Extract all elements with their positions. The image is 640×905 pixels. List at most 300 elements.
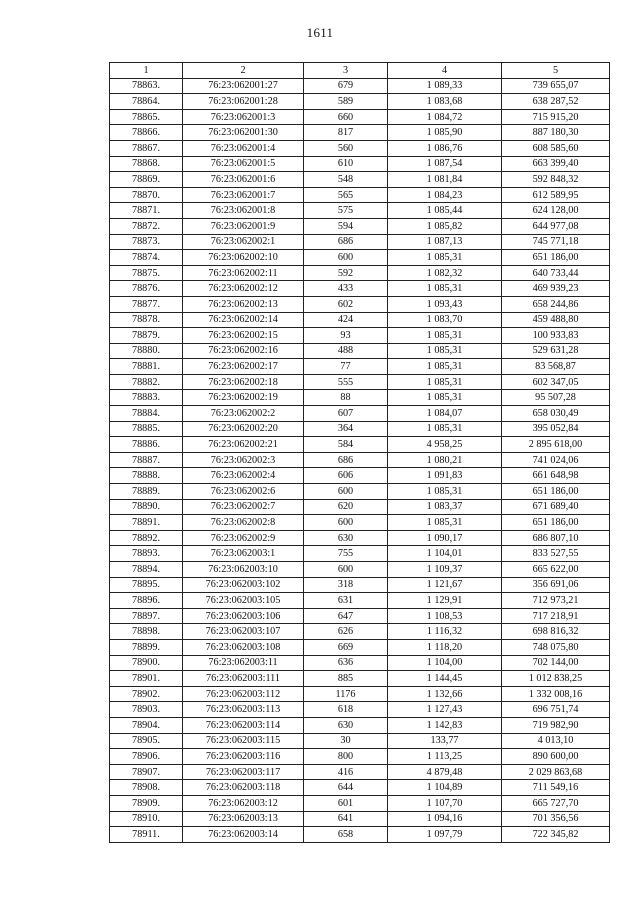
specific-value-cell: 1 085,44 xyxy=(388,203,502,219)
area-cell: 592 xyxy=(304,265,388,281)
row-number-cell: 78871. xyxy=(110,203,183,219)
row-number-cell: 78867. xyxy=(110,140,183,156)
row-number-cell: 78905. xyxy=(110,733,183,749)
cadastral-number-cell: 76:23:062002:18 xyxy=(183,374,304,390)
cadastral-value-cell: 719 982,90 xyxy=(502,717,610,733)
specific-value-cell: 1 109,37 xyxy=(388,562,502,578)
cadastral-value-cell: 658 030,49 xyxy=(502,406,610,422)
area-cell: 600 xyxy=(304,562,388,578)
specific-value-cell: 1 085,31 xyxy=(388,484,502,500)
area-cell: 433 xyxy=(304,281,388,297)
table-row xyxy=(110,140,610,156)
header-col-2: 2 xyxy=(183,63,304,79)
specific-value-cell: 1 085,31 xyxy=(388,250,502,266)
specific-value-cell: 1 084,07 xyxy=(388,406,502,422)
row-number-cell: 78881. xyxy=(110,359,183,375)
row-number-cell: 78868. xyxy=(110,156,183,172)
row-number-cell: 78891. xyxy=(110,515,183,531)
cadastral-value-cell: 1 012 838,25 xyxy=(502,671,610,687)
cadastral-number-cell: 76:23:062002:20 xyxy=(183,421,304,437)
cadastral-number-cell: 76:23:062003:14 xyxy=(183,827,304,843)
specific-value-cell: 1 091,83 xyxy=(388,468,502,484)
cadastral-value-cell: 95 507,28 xyxy=(502,390,610,406)
cadastral-number-cell: 76:23:062001:4 xyxy=(183,140,304,156)
specific-value-cell: 1 142,83 xyxy=(388,717,502,733)
row-number-cell: 78910. xyxy=(110,811,183,827)
table-row xyxy=(110,717,610,733)
cadastral-value-cell: 4 013,10 xyxy=(502,733,610,749)
row-number-cell: 78890. xyxy=(110,499,183,515)
specific-value-cell: 1 144,45 xyxy=(388,671,502,687)
specific-value-cell: 1 104,89 xyxy=(388,780,502,796)
specific-value-cell: 1 108,53 xyxy=(388,608,502,624)
row-number-cell: 78864. xyxy=(110,94,183,110)
specific-value-cell: 1 089,33 xyxy=(388,78,502,94)
cadastral-number-cell: 76:23:062003:1 xyxy=(183,546,304,562)
area-cell: 600 xyxy=(304,484,388,500)
table-row xyxy=(110,374,610,390)
table-row xyxy=(110,281,610,297)
table-row xyxy=(110,671,610,687)
table-row xyxy=(110,265,610,281)
cadastral-value-cell: 459 488,80 xyxy=(502,312,610,328)
specific-value-cell: 1 113,25 xyxy=(388,749,502,765)
cadastral-number-cell: 76:23:062001:9 xyxy=(183,218,304,234)
specific-value-cell: 1 118,20 xyxy=(388,639,502,655)
cadastral-number-cell: 76:23:062003:107 xyxy=(183,624,304,640)
specific-value-cell: 1 094,16 xyxy=(388,811,502,827)
table-row xyxy=(110,780,610,796)
table-row xyxy=(110,608,610,624)
cadastral-value-cell: 686 807,10 xyxy=(502,530,610,546)
specific-value-cell: 1 104,00 xyxy=(388,655,502,671)
specific-value-cell: 1 121,67 xyxy=(388,577,502,593)
area-cell: 610 xyxy=(304,156,388,172)
table-row xyxy=(110,733,610,749)
area-cell: 631 xyxy=(304,593,388,609)
cadastral-value-cell: 592 848,32 xyxy=(502,172,610,188)
area-cell: 669 xyxy=(304,639,388,655)
row-number-cell: 78899. xyxy=(110,639,183,655)
cadastral-number-cell: 76:23:062002:19 xyxy=(183,390,304,406)
cadastral-value-cell: 661 648,98 xyxy=(502,468,610,484)
cadastral-value-cell: 651 186,00 xyxy=(502,250,610,266)
row-number-cell: 78897. xyxy=(110,608,183,624)
cadastral-value-cell: 638 287,52 xyxy=(502,94,610,110)
cadastral-value-cell: 469 939,23 xyxy=(502,281,610,297)
cadastral-number-cell: 76:23:062001:3 xyxy=(183,109,304,125)
row-number-cell: 78870. xyxy=(110,187,183,203)
area-cell: 555 xyxy=(304,374,388,390)
table-row xyxy=(110,250,610,266)
cadastral-number-cell: 76:23:062002:4 xyxy=(183,468,304,484)
area-cell: 658 xyxy=(304,827,388,843)
row-number-cell: 78879. xyxy=(110,328,183,344)
cadastral-value-cell: 698 816,32 xyxy=(502,624,610,640)
area-cell: 607 xyxy=(304,406,388,422)
row-number-cell: 78903. xyxy=(110,702,183,718)
row-number-cell: 78880. xyxy=(110,343,183,359)
cadastral-value-cell: 712 973,21 xyxy=(502,593,610,609)
specific-value-cell: 1 082,32 xyxy=(388,265,502,281)
specific-value-cell: 1 085,90 xyxy=(388,125,502,141)
cadastral-value-cell: 612 589,95 xyxy=(502,187,610,203)
cadastral-number-cell: 76:23:062003:108 xyxy=(183,639,304,655)
cadastral-number-cell: 76:23:062003:11 xyxy=(183,655,304,671)
cadastral-value-cell: 701 356,56 xyxy=(502,811,610,827)
cadastral-number-cell: 76:23:062002:15 xyxy=(183,328,304,344)
table-row xyxy=(110,593,610,609)
cadastral-value-cell: 702 144,00 xyxy=(502,655,610,671)
table-header xyxy=(110,63,610,79)
area-cell: 626 xyxy=(304,624,388,640)
specific-value-cell: 1 084,23 xyxy=(388,187,502,203)
cadastral-number-cell: 76:23:062002:11 xyxy=(183,265,304,281)
area-cell: 647 xyxy=(304,608,388,624)
area-cell: 686 xyxy=(304,452,388,468)
specific-value-cell: 1 086,76 xyxy=(388,140,502,156)
row-number-cell: 78894. xyxy=(110,562,183,578)
row-number-cell: 78872. xyxy=(110,218,183,234)
cadastral-value-cell: 833 527,55 xyxy=(502,546,610,562)
header-col-3: 3 xyxy=(304,63,388,79)
table-row xyxy=(110,328,610,344)
specific-value-cell: 1 081,84 xyxy=(388,172,502,188)
cadastral-value-cell: 696 751,74 xyxy=(502,702,610,718)
table-row xyxy=(110,437,610,453)
row-number-cell: 78885. xyxy=(110,421,183,437)
cadastral-number-cell: 76:23:062003:113 xyxy=(183,702,304,718)
area-cell: 424 xyxy=(304,312,388,328)
cadastral-number-cell: 76:23:062001:5 xyxy=(183,156,304,172)
area-cell: 885 xyxy=(304,671,388,687)
area-cell: 600 xyxy=(304,515,388,531)
row-number-cell: 78893. xyxy=(110,546,183,562)
specific-value-cell: 1 085,31 xyxy=(388,359,502,375)
cadastral-value-cell: 624 128,00 xyxy=(502,203,610,219)
table-row xyxy=(110,702,610,718)
table-row xyxy=(110,546,610,562)
specific-value-cell: 1 083,37 xyxy=(388,499,502,515)
cadastral-number-cell: 76:23:062003:105 xyxy=(183,593,304,609)
specific-value-cell: 1 085,31 xyxy=(388,374,502,390)
cadastral-number-cell: 76:23:062002:14 xyxy=(183,312,304,328)
area-cell: 641 xyxy=(304,811,388,827)
cadastral-number-cell: 76:23:062002:10 xyxy=(183,250,304,266)
table-row xyxy=(110,109,610,125)
row-number-cell: 78863. xyxy=(110,78,183,94)
cadastral-value-cell: 356 691,06 xyxy=(502,577,610,593)
cadastral-number-cell: 76:23:062002:8 xyxy=(183,515,304,531)
cadastral-number-cell: 76:23:062001:30 xyxy=(183,125,304,141)
table-row xyxy=(110,795,610,811)
cadastral-number-cell: 76:23:062001:7 xyxy=(183,187,304,203)
cadastral-number-cell: 76:23:062003:118 xyxy=(183,780,304,796)
row-number-cell: 78873. xyxy=(110,234,183,250)
cadastral-value-cell: 83 568,87 xyxy=(502,359,610,375)
row-number-cell: 78902. xyxy=(110,686,183,702)
specific-value-cell: 1 127,43 xyxy=(388,702,502,718)
specific-value-cell: 1 085,31 xyxy=(388,343,502,359)
cadastral-value-cell: 2 029 863,68 xyxy=(502,764,610,780)
area-cell: 800 xyxy=(304,749,388,765)
table-row xyxy=(110,484,610,500)
specific-value-cell: 1 085,31 xyxy=(388,390,502,406)
area-cell: 600 xyxy=(304,250,388,266)
table-row xyxy=(110,156,610,172)
specific-value-cell: 1 085,31 xyxy=(388,421,502,437)
table-row xyxy=(110,187,610,203)
area-cell: 817 xyxy=(304,125,388,141)
cadastral-value-cell: 739 655,07 xyxy=(502,78,610,94)
cadastral-value-cell: 608 585,60 xyxy=(502,140,610,156)
table-row xyxy=(110,452,610,468)
cadastral-number-cell: 76:23:062002:3 xyxy=(183,452,304,468)
table-row xyxy=(110,125,610,141)
cadastral-number-cell: 76:23:062003:10 xyxy=(183,562,304,578)
row-number-cell: 78877. xyxy=(110,296,183,312)
table-body xyxy=(110,78,610,842)
cadastral-number-cell: 76:23:062002:16 xyxy=(183,343,304,359)
cadastral-value-cell: 717 218,91 xyxy=(502,608,610,624)
cadastral-number-cell: 76:23:062001:6 xyxy=(183,172,304,188)
specific-value-cell: 1 090,17 xyxy=(388,530,502,546)
specific-value-cell: 1 085,31 xyxy=(388,328,502,344)
specific-value-cell: 1 087,54 xyxy=(388,156,502,172)
row-number-cell: 78907. xyxy=(110,764,183,780)
cadastral-value-cell: 711 549,16 xyxy=(502,780,610,796)
table-row xyxy=(110,639,610,655)
row-number-cell: 78874. xyxy=(110,250,183,266)
row-number-cell: 78901. xyxy=(110,671,183,687)
cadastral-value-table xyxy=(109,62,610,843)
table-row xyxy=(110,655,610,671)
header-row xyxy=(110,63,610,79)
area-cell: 602 xyxy=(304,296,388,312)
cadastral-number-cell: 76:23:062002:13 xyxy=(183,296,304,312)
table-row xyxy=(110,359,610,375)
cadastral-value-cell: 748 075,80 xyxy=(502,639,610,655)
cadastral-number-cell: 76:23:062003:111 xyxy=(183,671,304,687)
specific-value-cell: 1 084,72 xyxy=(388,109,502,125)
row-number-cell: 78908. xyxy=(110,780,183,796)
table-row xyxy=(110,686,610,702)
cadastral-value-cell: 671 689,40 xyxy=(502,499,610,515)
cadastral-number-cell: 76:23:062003:102 xyxy=(183,577,304,593)
row-number-cell: 78886. xyxy=(110,437,183,453)
cadastral-value-cell: 665 727,70 xyxy=(502,795,610,811)
cadastral-number-cell: 76:23:062003:115 xyxy=(183,733,304,749)
area-cell: 318 xyxy=(304,577,388,593)
cadastral-number-cell: 76:23:062002:17 xyxy=(183,359,304,375)
row-number-cell: 78889. xyxy=(110,484,183,500)
cadastral-number-cell: 76:23:062002:7 xyxy=(183,499,304,515)
table-row xyxy=(110,203,610,219)
table-row xyxy=(110,827,610,843)
specific-value-cell: 1 107,70 xyxy=(388,795,502,811)
cadastral-number-cell: 76:23:062002:12 xyxy=(183,281,304,297)
row-number-cell: 78895. xyxy=(110,577,183,593)
row-number-cell: 78888. xyxy=(110,468,183,484)
table-row xyxy=(110,406,610,422)
cadastral-value-cell: 715 915,20 xyxy=(502,109,610,125)
table-row xyxy=(110,218,610,234)
cadastral-number-cell: 76:23:062002:9 xyxy=(183,530,304,546)
area-cell: 88 xyxy=(304,390,388,406)
cadastral-value-cell: 395 052,84 xyxy=(502,421,610,437)
cadastral-number-cell: 76:23:062003:116 xyxy=(183,749,304,765)
area-cell: 589 xyxy=(304,94,388,110)
area-cell: 1176 xyxy=(304,686,388,702)
row-number-cell: 78869. xyxy=(110,172,183,188)
cadastral-number-cell: 76:23:062003:112 xyxy=(183,686,304,702)
cadastral-number-cell: 76:23:062002:1 xyxy=(183,234,304,250)
area-cell: 584 xyxy=(304,437,388,453)
row-number-cell: 78898. xyxy=(110,624,183,640)
area-cell: 565 xyxy=(304,187,388,203)
specific-value-cell: 1 085,31 xyxy=(388,281,502,297)
cadastral-value-cell: 640 733,44 xyxy=(502,265,610,281)
area-cell: 575 xyxy=(304,203,388,219)
row-number-cell: 78896. xyxy=(110,593,183,609)
specific-value-cell: 1 097,79 xyxy=(388,827,502,843)
specific-value-cell: 1 085,31 xyxy=(388,515,502,531)
row-number-cell: 78875. xyxy=(110,265,183,281)
cadastral-value-cell: 663 399,40 xyxy=(502,156,610,172)
table-row xyxy=(110,562,610,578)
row-number-cell: 78865. xyxy=(110,109,183,125)
area-cell: 77 xyxy=(304,359,388,375)
cadastral-value-cell: 745 771,18 xyxy=(502,234,610,250)
table-row xyxy=(110,390,610,406)
cadastral-number-cell: 76:23:062002:2 xyxy=(183,406,304,422)
cadastral-value-cell: 1 332 008,16 xyxy=(502,686,610,702)
row-number-cell: 78884. xyxy=(110,406,183,422)
table-row xyxy=(110,234,610,250)
row-number-cell: 78904. xyxy=(110,717,183,733)
area-cell: 660 xyxy=(304,109,388,125)
row-number-cell: 78866. xyxy=(110,125,183,141)
row-number-cell: 78906. xyxy=(110,749,183,765)
cadastral-number-cell: 76:23:062003:117 xyxy=(183,764,304,780)
cadastral-number-cell: 76:23:062003:12 xyxy=(183,795,304,811)
row-number-cell: 78883. xyxy=(110,390,183,406)
area-cell: 755 xyxy=(304,546,388,562)
area-cell: 630 xyxy=(304,717,388,733)
specific-value-cell: 1 085,82 xyxy=(388,218,502,234)
area-cell: 644 xyxy=(304,780,388,796)
row-number-cell: 78892. xyxy=(110,530,183,546)
specific-value-cell: 1 104,01 xyxy=(388,546,502,562)
cadastral-number-cell: 76:23:062003:13 xyxy=(183,811,304,827)
specific-value-cell: 1 080,21 xyxy=(388,452,502,468)
cadastral-number-cell: 76:23:062003:114 xyxy=(183,717,304,733)
cadastral-number-cell: 76:23:062001:27 xyxy=(183,78,304,94)
cadastral-value-cell: 651 186,00 xyxy=(502,515,610,531)
cadastral-value-cell: 100 933,83 xyxy=(502,328,610,344)
table-row xyxy=(110,78,610,94)
header-col-5: 5 xyxy=(502,63,610,79)
cadastral-number-cell: 76:23:062002:21 xyxy=(183,437,304,453)
cadastral-value-cell: 644 977,08 xyxy=(502,218,610,234)
cadastral-value-cell: 665 622,00 xyxy=(502,562,610,578)
area-cell: 618 xyxy=(304,702,388,718)
area-cell: 601 xyxy=(304,795,388,811)
area-cell: 560 xyxy=(304,140,388,156)
area-cell: 606 xyxy=(304,468,388,484)
area-cell: 630 xyxy=(304,530,388,546)
header-col-1: 1 xyxy=(110,63,183,79)
table-row xyxy=(110,499,610,515)
cadastral-number-cell: 76:23:062001:8 xyxy=(183,203,304,219)
row-number-cell: 78900. xyxy=(110,655,183,671)
table-row xyxy=(110,312,610,328)
specific-value-cell: 1 083,70 xyxy=(388,312,502,328)
cadastral-value-cell: 651 186,00 xyxy=(502,484,610,500)
cadastral-value-cell: 887 180,30 xyxy=(502,125,610,141)
table-row xyxy=(110,468,610,484)
area-cell: 686 xyxy=(304,234,388,250)
table-row xyxy=(110,421,610,437)
area-cell: 30 xyxy=(304,733,388,749)
area-cell: 548 xyxy=(304,172,388,188)
cadastral-number-cell: 76:23:062002:6 xyxy=(183,484,304,500)
cadastral-value-cell: 890 600,00 xyxy=(502,749,610,765)
row-number-cell: 78876. xyxy=(110,281,183,297)
area-cell: 636 xyxy=(304,655,388,671)
table-row xyxy=(110,343,610,359)
specific-value-cell: 4 958,25 xyxy=(388,437,502,453)
table-row xyxy=(110,515,610,531)
specific-value-cell: 1 132,66 xyxy=(388,686,502,702)
row-number-cell: 78882. xyxy=(110,374,183,390)
specific-value-cell: 1 129,91 xyxy=(388,593,502,609)
cadastral-value-cell: 2 895 618,00 xyxy=(502,437,610,453)
row-number-cell: 78878. xyxy=(110,312,183,328)
cadastral-number-cell: 76:23:062001:28 xyxy=(183,94,304,110)
table-row xyxy=(110,811,610,827)
cadastral-value-cell: 529 631,28 xyxy=(502,343,610,359)
table-row xyxy=(110,296,610,312)
specific-value-cell: 1 093,43 xyxy=(388,296,502,312)
cadastral-value-cell: 741 024,06 xyxy=(502,452,610,468)
specific-value-cell: 133,77 xyxy=(388,733,502,749)
table-row xyxy=(110,764,610,780)
table-row xyxy=(110,530,610,546)
area-cell: 93 xyxy=(304,328,388,344)
row-number-cell: 78909. xyxy=(110,795,183,811)
area-cell: 488 xyxy=(304,343,388,359)
cadastral-value-cell: 602 347,05 xyxy=(502,374,610,390)
area-cell: 416 xyxy=(304,764,388,780)
area-cell: 679 xyxy=(304,78,388,94)
page-number: 1611 xyxy=(306,25,334,40)
specific-value-cell: 1 087,13 xyxy=(388,234,502,250)
table-row xyxy=(110,749,610,765)
area-cell: 620 xyxy=(304,499,388,515)
table-row xyxy=(110,94,610,110)
cadastral-value-cell: 722 345,82 xyxy=(502,827,610,843)
specific-value-cell: 4 879,48 xyxy=(388,764,502,780)
specific-value-cell: 1 116,32 xyxy=(388,624,502,640)
specific-value-cell: 1 083,68 xyxy=(388,94,502,110)
area-cell: 364 xyxy=(304,421,388,437)
cadastral-value-cell: 658 244,86 xyxy=(502,296,610,312)
table-row xyxy=(110,577,610,593)
area-cell: 594 xyxy=(304,218,388,234)
row-number-cell: 78911. xyxy=(110,827,183,843)
header-col-4: 4 xyxy=(388,63,502,79)
